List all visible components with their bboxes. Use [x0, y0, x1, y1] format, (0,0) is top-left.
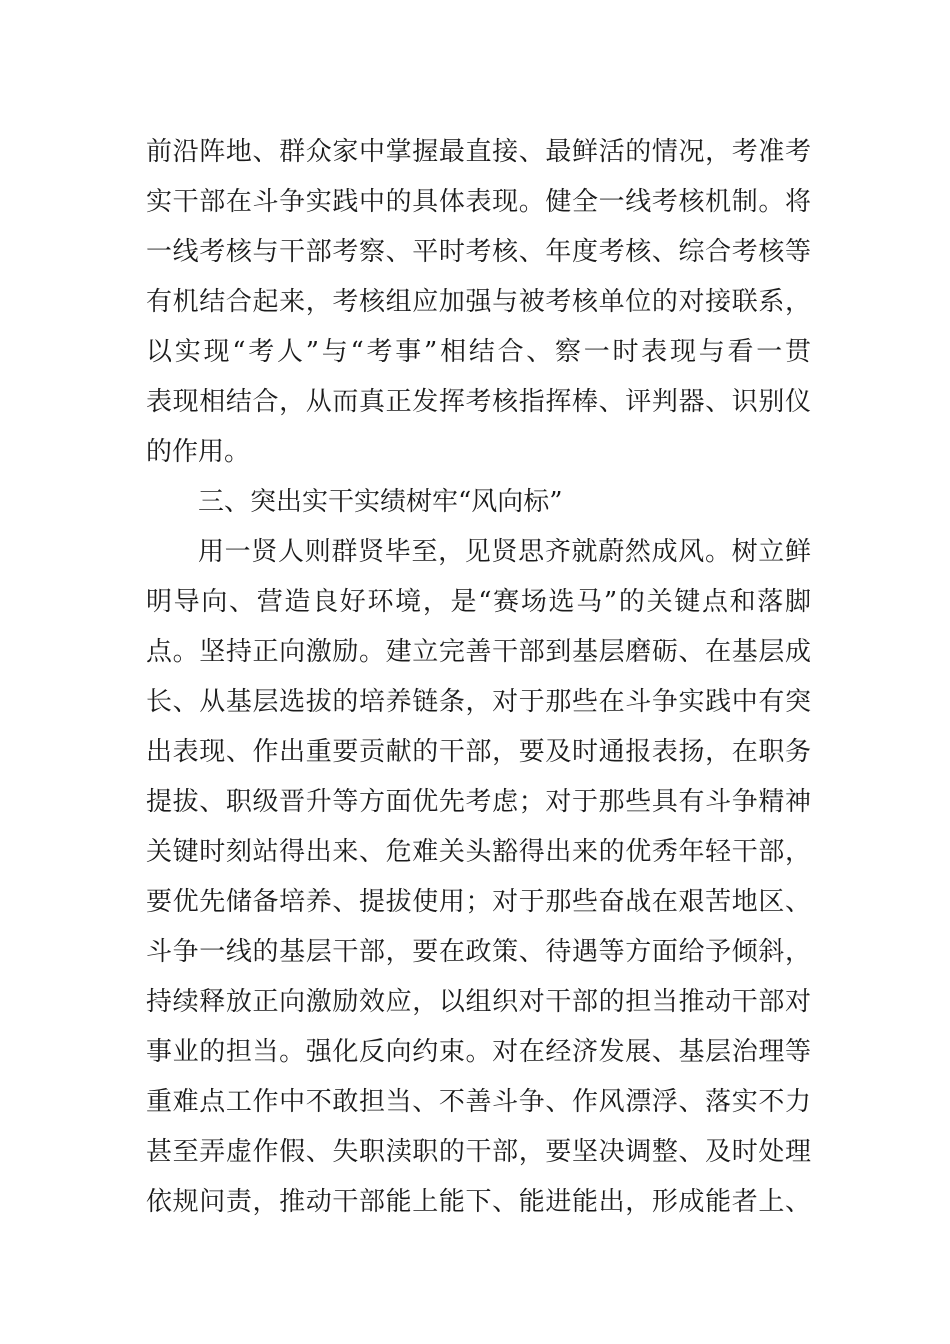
text-line: 实干部在斗争实践中的具体表现。健全一线考核机制。将: [146, 187, 811, 217]
text-line: 有机结合起来，考核组应加强与被考核单位的对接联系，: [146, 287, 811, 317]
text-line: 的作用。: [146, 437, 251, 467]
text-line: 一线考核与干部考察、平时考核、年度考核、综合考核等: [146, 237, 811, 267]
text-line: 依规问责，推动干部能上能下、能进能出，形成能者上、: [146, 1187, 811, 1217]
text-line: 点。坚持正向激励。建立完善干部到基层磨砺、在基层成: [146, 637, 811, 667]
text-line: 关键时刻站得出来、危难关头豁得出来的优秀年轻干部，: [146, 837, 811, 867]
text-line: 持续释放正向激励效应，以组织对干部的担当推动干部对: [146, 987, 811, 1017]
text-line: 用一贤人则群贤毕至，见贤思齐就蔚然成风。树立鲜: [198, 537, 811, 567]
text-line: 以实现“考人”与“考事”相结合、察一时表现与看一贯: [146, 337, 811, 367]
text-line: 重难点工作中不敢担当、不善斗争、作风漂浮、落实不力: [146, 1087, 811, 1117]
text-line: 前沿阵地、群众家中掌握最直接、最鲜活的情况，考准考: [146, 137, 811, 167]
text-line: 明导向、营造良好环境，是“赛场选马”的关键点和落脚: [146, 587, 811, 617]
text-line: 甚至弄虚作假、失职渎职的干部，要坚决调整、及时处理: [146, 1137, 811, 1167]
text-line: 要优先储备培养、提拔使用；对于那些奋战在艰苦地区、: [146, 887, 811, 917]
text-line: 表现相结合，从而真正发挥考核指挥棒、评判器、识别仪: [146, 387, 811, 417]
text-line: 提拔、职级晋升等方面优先考虑；对于那些具有斗争精神: [146, 787, 811, 817]
text-line: 斗争一线的基层干部，要在政策、待遇等方面给予倾斜，: [146, 937, 811, 967]
text-line: 事业的担当。强化反向约束。对在经济发展、基层治理等: [146, 1037, 811, 1067]
text-line: 出表现、作出重要贡献的干部，要及时通报表扬，在职务: [146, 737, 811, 767]
section-heading: 三、突出实干实绩树牢“风向标”: [198, 487, 563, 517]
text-line: 长、从基层选拔的培养链条，对于那些在斗争实践中有突: [146, 687, 811, 717]
